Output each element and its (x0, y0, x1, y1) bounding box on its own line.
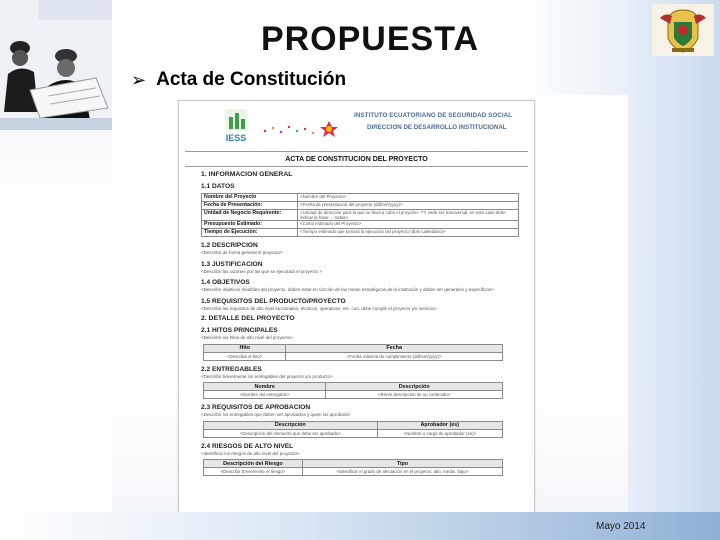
table-row (202, 202, 519, 210)
table-value: <Fecha de presentación del proyecto (dd/mm/yyyy)> (298, 202, 519, 210)
table-key: Nombre del Proyecto (202, 194, 298, 202)
table-row (204, 352, 503, 360)
table-header-row (204, 460, 503, 468)
table-value: <Tiempo estimado que tomará la ejecución del proyecto (días calendario)> (298, 229, 519, 237)
subsection-heading: 2.1 HITOS PRINCIPALES (201, 327, 278, 334)
table-row (204, 468, 503, 476)
section-heading: 2. DETALLE DEL PROYECTO (201, 315, 295, 322)
section-heading: 1. INFORMACION GENERAL (201, 171, 293, 178)
column-header: Aprobador (es) (377, 421, 502, 429)
divider (185, 151, 528, 152)
arrow-bullet-icon: ➢ (131, 69, 147, 90)
footer-date: Mayo 2014 (596, 521, 646, 532)
document-title: ACTA DE CONSTITUCION DEL PROYECTO (285, 156, 428, 163)
table-cell: <Describir brevemente el riesgo> (204, 468, 303, 476)
table-row (202, 229, 519, 237)
table-key: Fecha de Presentación: (202, 202, 298, 210)
table-cell: <Fecha máxima de cumplimiento (dd/mm/yyyy)> (286, 352, 503, 360)
table-header-row (204, 421, 503, 429)
section-hint: <Describir brevemente los entregables del proyecto y/o producto> (201, 373, 333, 379)
table-cell: <Descripción del elemento que debe ser aprobado> (204, 429, 378, 437)
table-row (202, 210, 519, 221)
table-cell: <Describa el hito> (204, 352, 286, 360)
risks-table (203, 459, 503, 476)
project-data-table (201, 193, 519, 237)
subsection-heading: 1.2 DESCRIPCION (201, 242, 258, 249)
table-row (204, 429, 503, 437)
subsection-heading: 1.3 JUSTIFICACION (201, 260, 263, 268)
section-hint: <Identificar los riesgos de alto nivel del proyecto> (201, 450, 300, 456)
table-key: Tiempo de Ejecución: (202, 229, 298, 237)
iess-logo-text: IESS (225, 133, 247, 143)
column-header: Tipo (302, 460, 502, 468)
approval-table (203, 421, 503, 438)
table-header-row (204, 383, 503, 391)
subtitle-bullet (131, 69, 346, 91)
subsection-heading: 2.3 REQUISITOS DE APROBACION (201, 404, 311, 411)
table-key: Unidad de Negocio Requirente: (202, 210, 298, 221)
table-header-row (204, 344, 503, 352)
column-header: Descripción del Riesgo (204, 460, 303, 468)
document-organization: INSTITUTO ECUATORIANO DE SEGURIDAD SOCIAL (354, 112, 513, 119)
subsection-heading: 2.4 RIESGOS DE ALTO NIVEL (201, 442, 294, 450)
table-key: Presupuesto Estimado: (202, 221, 298, 229)
section-hint: <Describir las razones por las que se ejecutará el proyecto > (201, 268, 323, 274)
slide-title: PROPUESTA (260, 20, 480, 58)
table-cell: <Nombre o cargo de aprobador (es)> (377, 429, 502, 437)
section-hint: <Describir las requisitos de alto nivel funcionales, técnicos, operativos, etc. con, debe cumplir el proyecto y/o servicio> (201, 305, 437, 311)
decorative-dots-icon (259, 119, 349, 139)
table-cell: <Nombre del entregable> (204, 391, 326, 399)
table-row (202, 221, 519, 229)
deliverables-table (203, 382, 503, 399)
section-hint: <Describir los hitos de alto nivel del proyecto> (201, 335, 293, 340)
subsection-heading: 1.4 OBJETIVOS (201, 279, 250, 286)
table-value: <Unidad de dirección para la que se lleva a cabo el proyecto. **Y cede ser transversal, en este caso debe indicar la frase ... todas> (298, 210, 519, 221)
milestones-table (203, 344, 503, 361)
column-header: Fecha (286, 344, 503, 352)
divider (185, 166, 528, 167)
section-hint: <Describir los entregables que deben ser aprobados y quien los aprobará> (201, 412, 351, 417)
table-value: <Costo estimado del Proyecto> (298, 221, 519, 229)
slide-subtitle: Acta de Constitución (156, 69, 347, 90)
document-header (179, 101, 534, 151)
column-header: Descripción (326, 383, 503, 391)
table-value: <Nombre del Proyecto> (298, 194, 519, 202)
document-image (178, 100, 535, 540)
subsection-heading: 2.2 ENTREGABLES (201, 365, 262, 373)
column-header: Descripción (204, 421, 378, 429)
subsection-heading: 1.1 DATOS (201, 183, 235, 190)
column-header: Hito (204, 344, 286, 352)
subsection-heading: 1.5 REQUISITOS DEL PRODUCTO/PROYECTO (201, 297, 346, 305)
table-row (204, 391, 503, 399)
document-department: DIRECCION DE DESARROLLO INSTITUCIONAL (367, 124, 507, 131)
table-row (202, 194, 519, 202)
section-hint: <Describir objetivos medibles del proyecto, deben estar en función de las metas estratégicas de la institución y deben ser generales y específicos> (201, 287, 494, 292)
iess-logo-icon (221, 107, 251, 147)
right-decoration (628, 0, 720, 540)
table-cell: <Identificar el grado de afectación en el proyecto: alto, medio, bajo> (302, 468, 502, 476)
column-header: Nombre (204, 383, 326, 391)
table-cell: <Breve descripción de su contenido> (326, 391, 503, 399)
section-hint: <Describir de forma general el proyecto> (201, 250, 283, 255)
